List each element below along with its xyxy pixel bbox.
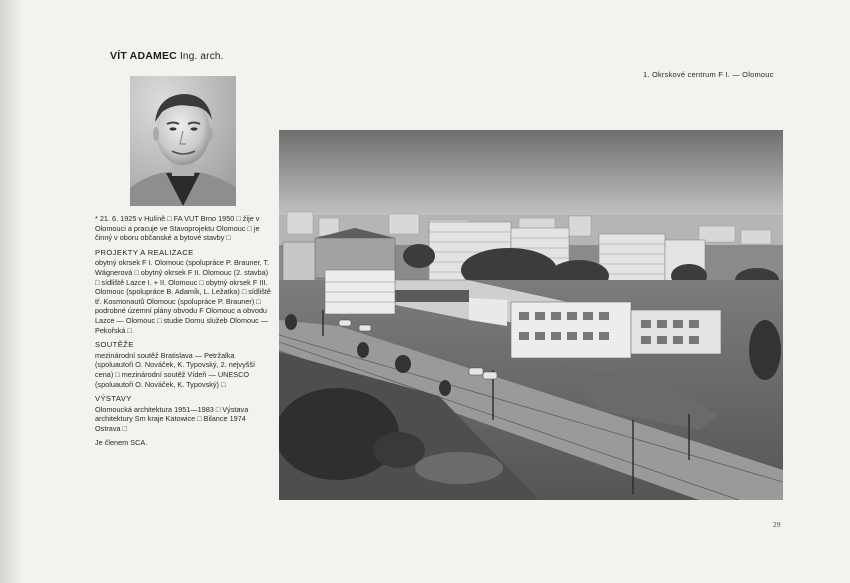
section-heading-competitions: SOUTĚŽE (95, 340, 134, 350)
photo-caption: 1. Okrskové centrum F I. — Olomouc (643, 70, 774, 79)
author-name: VÍT ADAMEC (110, 50, 177, 62)
section-text-competitions: mezinárodní soutěž Bratislava — Petržalka (spoluautoři O. Nováček, K. Typovský, 2. nejvyšší cena) □ mezinárodní soutěž Vídeň — UNESCO (spoluautoři O. Nováček, K. Typovský) □ (95, 350, 256, 389)
section-text-projects: obytný okrsek F I. Olomouc (spolupráce P. Brauner, T. Wágnerová □ obytný okrsek F II. Olomouc (2. stavba) □ sídliště Lazce I. + II. Olomouc □ obytný okrsek F III. Olomouc (spolupráce B. Adamík, L. Ležatka) □ sídliště tř. Kosmonautů Olomouc (spolupráce P. Brauner) □ podrobné územní plány obvodu F Olomouc a obvodu Lazce — Olomouc □ studie Domu služeb Olomouc — Pekořská □ (95, 258, 271, 335)
page-number: 29 (773, 520, 781, 529)
page-fold-shadow (0, 0, 22, 583)
author-title: Ing. arch. (179, 51, 224, 62)
biography-column (95, 214, 273, 453)
biography-text: * 21. 6. 1925 v Hulíně □ FA VUT Brno 1950 □ žije v Olomouci a pracuje ve Stavoprojektu Olomouc □ je činný v oboru občanské a bytové stavby □ (95, 214, 260, 243)
author-portrait-photo (130, 76, 236, 206)
section-heading-projects: PROJEKTY A REALIZACE (95, 247, 194, 257)
section-heading-exhibitions: VÝSTAVY (95, 394, 132, 404)
district-centre-photo (279, 130, 783, 500)
membership-text: Je členem SCA. (95, 438, 148, 448)
author-heading (110, 50, 224, 62)
section-text-exhibitions: Olomoucká architektura 1951—1983 □ Výstava architektury Sm kraje Katowice □ Bilance 1974 Ostrava □ (95, 404, 249, 433)
